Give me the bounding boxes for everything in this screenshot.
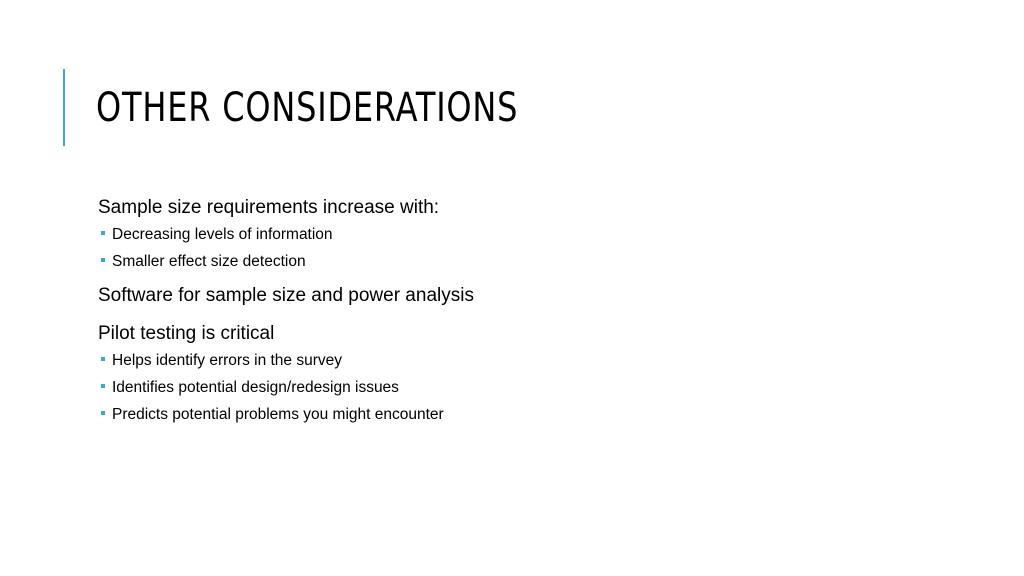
sub-bullet-item [98, 374, 978, 401]
sub-bullet-list [98, 221, 978, 275]
bullet-point-text: Pilot testing is critical [98, 323, 275, 344]
sub-bullet-text: Identifies potential design/redesign issues [112, 379, 399, 396]
sub-bullet-item [98, 347, 978, 374]
square-bullet-icon [101, 357, 105, 361]
sub-bullet-text: Predicts potential problems you might encounter [112, 406, 444, 423]
sub-bullet-item [98, 221, 978, 248]
slide-title: OTHER CONSIDERATIONS [96, 85, 519, 131]
square-bullet-icon [101, 258, 105, 262]
sub-bullet-text: Helps identify errors in the survey [112, 352, 343, 369]
sub-bullet-text: Decreasing levels of information [112, 226, 333, 243]
bullet-point-text: Software for sample size and power analysis [98, 285, 474, 306]
sub-bullet-item [98, 401, 978, 428]
square-bullet-icon [101, 231, 105, 235]
bullet-point-software [98, 284, 978, 308]
sub-bullet-item [98, 248, 978, 275]
slide-content [98, 196, 978, 428]
title-accent-bar [63, 69, 65, 146]
bullet-point-pilot-testing [98, 322, 978, 428]
sub-bullet-list [98, 347, 978, 428]
bullet-point-text: Sample size requirements increase with: [98, 197, 440, 218]
square-bullet-icon [101, 411, 105, 415]
square-bullet-icon [101, 384, 105, 388]
sub-bullet-text: Smaller effect size detection [112, 253, 306, 270]
bullet-point-sample-size [98, 196, 978, 275]
